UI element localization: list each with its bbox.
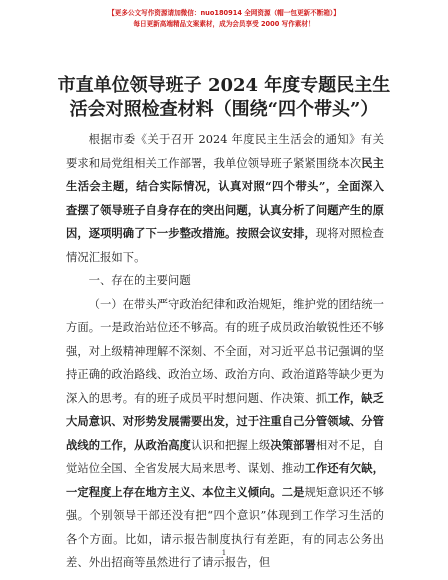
page-number: 1	[221, 549, 227, 557]
para-text-7: 规矩意识还不够强。个别领导干部还没有把“四个意识”体现到工作学习生活的各个方面。比如，请示报告制度执行有差距，有的同志公务出差、外出招商等虽然进行了请示报告，但	[66, 485, 384, 569]
para-text-5: 相对不足，自觉站位全国、全省发展大局来思考、谋划、推动	[66, 438, 384, 475]
section-heading-1: 一、存在的主要问题	[88, 274, 191, 287]
intro-text-3: 现将对照检查情况汇报如下。	[66, 227, 384, 264]
section-paragraph-1	[66, 293, 384, 575]
intro-text-1: 根据市委《关于召开 2024 年度民主生活会的通知》有关要求和局党组相关工作部署，我单位领导班子紧紧围绕本次	[66, 133, 384, 170]
document-body	[66, 128, 384, 575]
promo-banner-line-1: 【更多公文写作资源请加微信：nuo180914 全网资源（帽一包更新不断箱）】	[108, 9, 340, 17]
para-text-6-bold: 工作还有欠缺，一定程度上存在地方主义、本位主义倾向。二是	[66, 461, 384, 499]
intro-paragraph	[66, 128, 384, 269]
document-title: 市直单位领导班子 2024 年度专题民主生活会对照检查材料（围绕“四个带头”）	[57, 75, 391, 120]
para-text-2-bold: 工作，缺乏大局意识、对形势发展需要出发，过于注重自己分管领域、分管战线的工作，从政治高度	[66, 390, 384, 452]
para-text-3: 认识和把握上级	[190, 438, 271, 452]
para-text-4-bold: 决策部署	[270, 437, 316, 452]
intro-text-2-bold: 民主生活会主题，结合实际情况，认真对照“四个带头”，全面深入查摆了领导班子自身存在的突出问题，认真分析了问题产生的原因，逐项明确了下一步整改措施。按照会议安排，	[66, 155, 384, 240]
promo-banner-line-2: 每日更新高端精品文案素材，成为会员享受 2000 写作素材！	[133, 20, 315, 28]
para-text-1: （一）在带头严守政治纪律和政治规矩，维护党的团结统一方面。一是政治站位还不够高。有的班子成员政治敏锐性还不够强，对上级精神理解不深刻、不全面，对习近平总书记强调的坚持正确的政治路线、政治立场、政治方向、政治道路等缺少更为深入的思考。有的班子成员平时想问题、作决策、抓	[66, 297, 384, 405]
